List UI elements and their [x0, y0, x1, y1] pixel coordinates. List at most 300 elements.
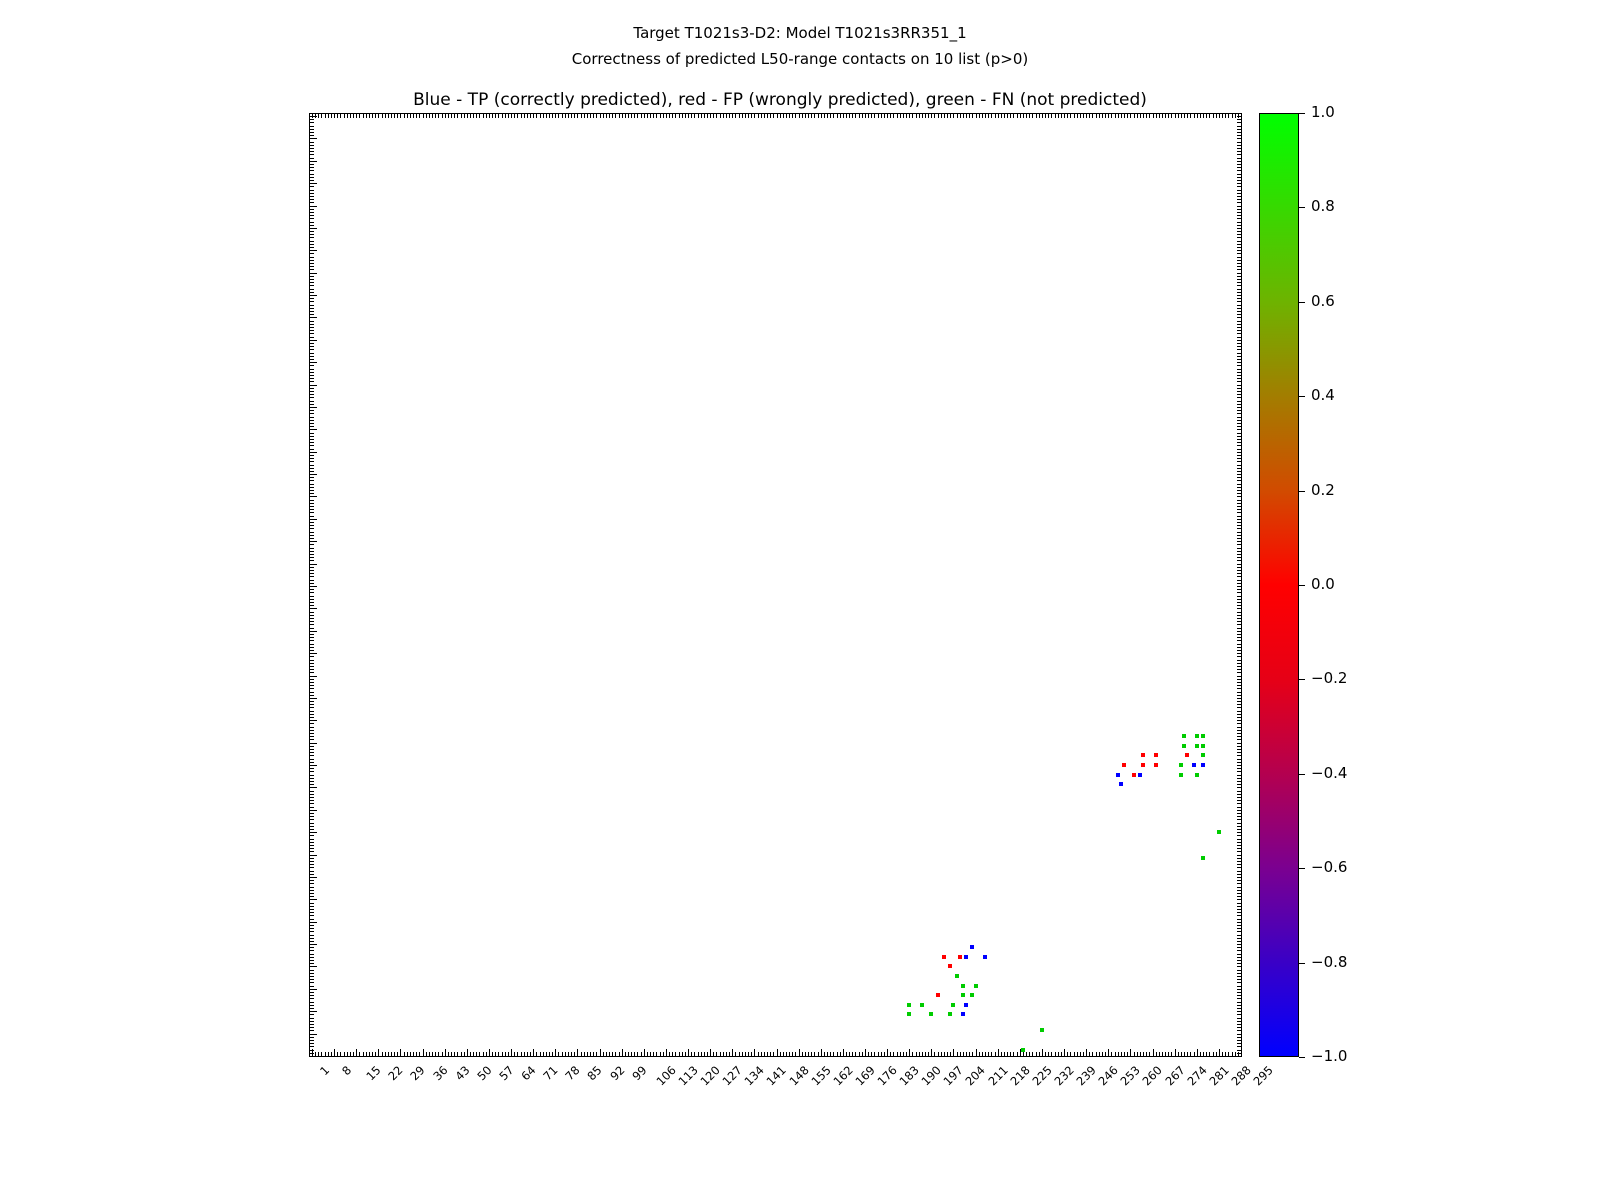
y-axis-tick: [310, 711, 314, 712]
x-axis-tick: [363, 1052, 364, 1056]
x-axis-tick: [890, 1052, 891, 1056]
y-axis-tick: [310, 356, 314, 357]
x-axis-tick: [720, 114, 721, 118]
y-axis-tick: [310, 442, 314, 443]
x-axis-tick: [849, 114, 850, 118]
x-axis-tick: [764, 1052, 765, 1056]
y-axis-tick: [1237, 538, 1241, 539]
y-axis-tick: [310, 717, 314, 718]
y-axis-tick: [1237, 445, 1241, 446]
x-axis-tick: [464, 114, 465, 118]
x-axis-tick: [1162, 1052, 1163, 1056]
x-axis-tick: [1070, 1052, 1071, 1056]
x-axis-tick: [1004, 114, 1005, 118]
x-axis-tick: [565, 114, 566, 118]
y-axis-tick: [310, 650, 314, 651]
y-axis-tick: [1237, 771, 1241, 772]
y-axis-tick: [310, 394, 314, 395]
y-axis-tick: [310, 576, 314, 577]
y-axis-major-tick: [310, 855, 317, 856]
x-axis-tick: [473, 114, 474, 118]
y-axis-tick: [1237, 1034, 1241, 1035]
x-axis-tick: [660, 114, 661, 118]
y-axis-tick: [1237, 739, 1241, 740]
x-axis-tick: [960, 114, 961, 118]
y-axis-tick: [310, 941, 314, 942]
contact-cell: [961, 1012, 965, 1016]
x-axis-tick: [824, 1052, 825, 1056]
y-axis-tick: [1237, 122, 1241, 123]
x-axis-tick: [795, 114, 796, 118]
x-axis-tick: [761, 114, 762, 118]
y-axis-tick: [1237, 692, 1241, 693]
y-axis-tick: [1237, 672, 1241, 673]
x-axis-tick: [369, 1052, 370, 1056]
y-axis-tick: [1237, 452, 1241, 453]
x-axis-tick: [941, 1052, 942, 1056]
x-axis-tick: [385, 1052, 386, 1056]
x-axis-tick: [533, 114, 534, 118]
x-axis-tick: [1228, 1052, 1229, 1056]
x-axis-tick: [928, 1052, 929, 1056]
x-axis-tick: [767, 1052, 768, 1056]
x-axis-tick: [966, 1052, 967, 1056]
x-axis-tick: [641, 1052, 642, 1056]
x-axis-tick: [653, 114, 654, 118]
y-axis-tick: [1237, 375, 1241, 376]
x-axis-major-tick: [1108, 1049, 1109, 1056]
y-axis-tick: [1237, 193, 1241, 194]
contact-cell: [970, 993, 974, 997]
x-axis-tick: [874, 1052, 875, 1056]
y-axis-tick: [1237, 915, 1241, 916]
x-axis-tick: [859, 1052, 860, 1056]
y-axis-tick: [1237, 461, 1241, 462]
y-axis-tick: [310, 1008, 314, 1009]
x-axis-tick: [1074, 1052, 1075, 1056]
y-axis-tick: [1237, 1046, 1241, 1047]
x-axis-tick: [1102, 1052, 1103, 1056]
x-axis-tick: [846, 114, 847, 118]
y-axis-tick: [1237, 301, 1241, 302]
y-axis-major-tick: [310, 183, 317, 184]
x-axis-tick: [562, 1052, 563, 1056]
contact-cell: [1141, 763, 1145, 767]
y-axis-tick: [310, 935, 314, 936]
y-axis-tick: [1237, 589, 1241, 590]
x-axis-tick: [944, 114, 945, 118]
x-axis-tick: [1115, 114, 1116, 118]
y-axis-tick: [1237, 832, 1241, 833]
x-axis-tick: [1039, 1052, 1040, 1056]
y-axis-tick: [1237, 276, 1241, 277]
y-axis-tick: [1237, 570, 1241, 571]
contact-cell: [1132, 773, 1136, 777]
contact-cell: [1138, 773, 1142, 777]
x-axis-tick-label: 281: [1206, 1063, 1232, 1089]
x-axis-tick: [1134, 114, 1135, 118]
y-axis-tick: [1237, 944, 1241, 945]
y-axis-tick: [1237, 349, 1241, 350]
y-axis-tick: [1237, 1005, 1241, 1006]
x-axis-tick: [773, 114, 774, 118]
y-axis-tick: [310, 1046, 314, 1047]
y-axis-tick: [1237, 608, 1241, 609]
x-axis-tick: [587, 1052, 588, 1056]
y-axis-tick: [310, 490, 314, 491]
x-axis-tick: [435, 1052, 436, 1056]
x-axis-tick: [748, 1052, 749, 1056]
y-axis-tick: [310, 548, 314, 549]
x-axis-major-tick: [777, 1049, 778, 1056]
colorbar-tick: [1299, 396, 1305, 397]
x-axis-tick: [1051, 1052, 1052, 1056]
y-axis-tick: [310, 612, 314, 613]
y-axis-major-tick: [310, 1011, 317, 1012]
y-axis-major-tick: [310, 653, 317, 654]
y-axis-tick: [1237, 819, 1241, 820]
y-axis-tick: [310, 487, 314, 488]
y-axis-tick: [1237, 621, 1241, 622]
y-axis-tick: [310, 599, 314, 600]
y-axis-tick: [1237, 353, 1241, 354]
y-axis-major-tick: [310, 250, 317, 251]
y-axis-tick: [1237, 912, 1241, 913]
x-axis-tick: [1159, 1052, 1160, 1056]
x-axis-tick: [786, 1052, 787, 1056]
x-axis-tick: [830, 114, 831, 118]
x-axis-tick: [435, 114, 436, 118]
y-axis-tick: [310, 263, 314, 264]
x-axis-tick: [1077, 1052, 1078, 1056]
x-axis-tick: [350, 114, 351, 118]
y-axis-tick: [1237, 458, 1241, 459]
y-axis-tick: [310, 305, 314, 306]
x-axis-tick: [1181, 1052, 1182, 1056]
y-axis-tick: [310, 324, 314, 325]
x-axis-tick: [852, 114, 853, 118]
x-axis-tick: [694, 1052, 695, 1056]
contact-cell: [1195, 773, 1199, 777]
y-axis-tick: [310, 778, 314, 779]
y-axis-tick: [310, 190, 314, 191]
x-axis-tick: [1143, 1052, 1144, 1056]
colorbar-tick: [1299, 774, 1305, 775]
y-axis-tick: [310, 906, 314, 907]
x-axis-tick: [874, 114, 875, 118]
y-axis-tick: [1237, 308, 1241, 309]
y-axis-tick: [1237, 781, 1241, 782]
x-axis-major-tick: [356, 1049, 357, 1056]
x-axis-tick-label: 246: [1095, 1063, 1122, 1089]
y-axis-tick: [310, 928, 314, 929]
y-axis-tick: [1237, 736, 1241, 737]
x-axis-tick: [862, 1052, 863, 1056]
y-axis-tick: [310, 420, 314, 421]
y-axis-tick: [310, 749, 314, 750]
x-axis-tick: [698, 1052, 699, 1056]
x-axis-tick: [701, 114, 702, 118]
x-axis-tick: [571, 114, 572, 118]
y-axis-tick: [310, 925, 314, 926]
y-axis-major-tick: [310, 765, 317, 766]
x-axis-tick: [432, 1052, 433, 1056]
x-axis-tick: [811, 114, 812, 118]
y-axis-tick: [310, 461, 314, 462]
x-axis-tick: [777, 114, 778, 118]
colorbar-tick-label: −0.2: [1311, 669, 1348, 688]
y-axis-tick: [1237, 759, 1241, 760]
x-axis-tick: [893, 114, 894, 118]
y-axis-tick: [1237, 813, 1241, 814]
x-axis-tick-label: 113: [675, 1063, 701, 1089]
y-axis-tick: [310, 605, 314, 606]
contact-cell: [1122, 763, 1126, 767]
x-axis-tick-label: 85: [584, 1063, 605, 1084]
y-axis-tick: [1237, 154, 1241, 155]
x-axis-tick: [375, 114, 376, 118]
y-axis-tick: [1237, 202, 1241, 203]
x-axis-tick: [675, 1052, 676, 1056]
y-axis-tick: [310, 202, 314, 203]
x-axis-tick: [517, 1052, 518, 1056]
x-axis-tick: [587, 114, 588, 118]
x-axis-tick: [985, 1052, 986, 1056]
x-axis-tick: [833, 1052, 834, 1056]
x-axis-tick: [1086, 114, 1087, 118]
y-axis-tick: [310, 733, 314, 734]
x-axis-tick: [729, 1052, 730, 1056]
x-axis-tick: [394, 1052, 395, 1056]
y-axis-tick: [310, 177, 314, 178]
y-axis-tick: [1237, 890, 1241, 891]
y-axis-tick: [1237, 394, 1241, 395]
y-axis-tick: [1237, 960, 1241, 961]
x-axis-tick: [723, 114, 724, 118]
y-axis-tick: [1237, 385, 1241, 386]
x-axis-tick: [1007, 1052, 1008, 1056]
y-axis-tick: [310, 164, 314, 165]
x-axis-tick: [859, 114, 860, 118]
y-axis-tick: [310, 560, 314, 561]
y-axis-tick: [310, 333, 314, 334]
y-axis-major-tick: [310, 161, 317, 162]
x-axis-major-tick: [577, 1049, 578, 1056]
x-axis-tick-label: 134: [741, 1063, 768, 1089]
y-axis-tick: [310, 279, 314, 280]
x-axis-tick: [615, 114, 616, 118]
x-axis-tick: [1001, 114, 1002, 118]
x-axis-tick: [596, 1052, 597, 1056]
y-axis-tick: [310, 353, 314, 354]
y-axis-tick: [1237, 327, 1241, 328]
y-axis-major-tick: [310, 385, 317, 386]
y-axis-major-tick: [310, 452, 317, 453]
y-axis-tick: [1237, 362, 1241, 363]
y-axis-tick: [310, 1027, 314, 1028]
x-axis-tick-label: 260: [1139, 1063, 1166, 1089]
y-axis-tick: [1237, 851, 1241, 852]
y-axis-tick: [310, 260, 314, 261]
x-axis-tick: [483, 114, 484, 118]
y-axis-tick: [1237, 861, 1241, 862]
x-axis-tick: [568, 1052, 569, 1056]
x-axis-tick: [388, 114, 389, 118]
contact-cell: [1141, 753, 1145, 757]
y-axis-tick: [1237, 723, 1241, 724]
x-axis-major-tick: [600, 1049, 601, 1056]
x-axis-tick: [464, 1052, 465, 1056]
x-axis-tick: [751, 1052, 752, 1056]
x-axis-tick: [562, 114, 563, 118]
y-axis-tick: [310, 212, 314, 213]
y-axis-tick: [310, 829, 314, 830]
x-axis-tick: [1064, 114, 1065, 118]
x-axis-tick: [1137, 1052, 1138, 1056]
x-axis-tick: [1026, 114, 1027, 118]
y-axis-major-tick: [310, 944, 317, 945]
x-axis-tick: [536, 114, 537, 118]
contact-map-plot[interactable]: [309, 113, 1242, 1057]
chart-title-block: [0, 22, 1600, 70]
x-axis-major-tick: [821, 1049, 822, 1056]
x-axis-tick: [830, 1052, 831, 1056]
x-axis-tick: [1209, 1052, 1210, 1056]
contact-cell: [951, 1003, 955, 1007]
y-axis-tick: [1237, 503, 1241, 504]
y-axis-tick: [310, 247, 314, 248]
y-axis-tick: [1237, 637, 1241, 638]
x-axis-tick: [606, 114, 607, 118]
y-axis-tick: [1237, 369, 1241, 370]
x-axis-tick: [865, 114, 866, 118]
x-axis-tick: [1194, 114, 1195, 118]
x-axis-tick: [1216, 1052, 1217, 1056]
y-axis-tick: [1237, 474, 1241, 475]
y-axis-major-tick: [310, 720, 317, 721]
y-axis-tick: [310, 433, 314, 434]
y-axis-tick: [1237, 413, 1241, 414]
x-axis-tick: [720, 1052, 721, 1056]
y-axis-tick: [1237, 839, 1241, 840]
y-axis-tick: [310, 864, 314, 865]
y-axis-tick: [310, 637, 314, 638]
y-axis-tick: [310, 621, 314, 622]
x-axis-tick: [321, 114, 322, 118]
x-axis-tick: [530, 114, 531, 118]
y-axis-tick: [310, 784, 314, 785]
chart-title-line1: Target T1021s3-D2: Model T1021s3RR351_1: [633, 24, 967, 42]
y-axis-tick: [1237, 404, 1241, 405]
y-axis-tick: [310, 861, 314, 862]
y-axis-tick: [1237, 829, 1241, 830]
y-axis-tick: [1237, 995, 1241, 996]
y-axis-tick: [310, 973, 314, 974]
y-axis-tick: [1237, 279, 1241, 280]
y-axis-tick: [310, 455, 314, 456]
y-axis-tick: [310, 186, 314, 187]
y-axis-tick: [310, 714, 314, 715]
x-axis-tick: [1143, 114, 1144, 118]
y-axis-tick: [1237, 196, 1241, 197]
x-axis-tick: [622, 114, 623, 118]
y-axis-tick: [310, 848, 314, 849]
x-axis-tick: [713, 1052, 714, 1056]
x-axis-tick: [963, 1052, 964, 1056]
x-axis-tick: [1067, 1052, 1068, 1056]
y-axis-tick: [1237, 177, 1241, 178]
y-axis-tick: [1237, 132, 1241, 133]
x-axis-tick: [947, 1052, 948, 1056]
contact-cell: [955, 974, 959, 978]
contact-cell: [1201, 734, 1205, 738]
x-axis-tick: [426, 114, 427, 118]
x-axis-tick: [429, 114, 430, 118]
contact-cell: [1201, 763, 1205, 767]
x-axis-tick: [957, 1052, 958, 1056]
x-axis-tick: [517, 114, 518, 118]
x-axis-tick: [540, 114, 541, 118]
x-axis-tick: [1092, 1052, 1093, 1056]
x-axis-tick: [1219, 114, 1220, 118]
y-axis-tick: [310, 644, 314, 645]
x-axis-major-tick: [644, 1049, 645, 1056]
x-axis-tick: [991, 114, 992, 118]
y-axis-tick: [1237, 490, 1241, 491]
y-axis-tick: [1237, 282, 1241, 283]
x-axis-tick: [451, 114, 452, 118]
x-axis-major-tick: [334, 1049, 335, 1056]
x-axis-tick: [331, 1052, 332, 1056]
y-axis-tick: [1237, 516, 1241, 517]
x-axis-tick: [565, 1052, 566, 1056]
y-axis-tick: [1237, 730, 1241, 731]
x-axis-tick: [1200, 114, 1201, 118]
colorbar-tick-label: −0.6: [1311, 858, 1348, 877]
x-axis-tick: [953, 114, 954, 118]
x-axis-tick: [707, 1052, 708, 1056]
y-axis-tick: [1237, 1030, 1241, 1031]
y-axis-tick: [1237, 669, 1241, 670]
x-axis-tick: [672, 1052, 673, 1056]
x-axis-major-tick: [1086, 1049, 1087, 1056]
x-axis-tick: [486, 114, 487, 118]
y-axis-tick: [310, 397, 314, 398]
y-axis-tick: [1237, 784, 1241, 785]
contact-cell: [1195, 734, 1199, 738]
x-axis-tick: [922, 1052, 923, 1056]
y-axis-tick: [310, 826, 314, 827]
x-axis-tick: [698, 114, 699, 118]
x-axis-tick: [979, 114, 980, 118]
x-axis-major-tick: [1175, 1049, 1176, 1056]
y-axis-tick: [1237, 733, 1241, 734]
y-axis-tick: [310, 544, 314, 545]
y-axis-tick: [310, 573, 314, 574]
y-axis-tick: [310, 372, 314, 373]
y-axis-tick: [310, 800, 314, 801]
x-axis-major-tick: [976, 1049, 977, 1056]
x-axis-tick: [1159, 114, 1160, 118]
x-axis-tick: [1168, 114, 1169, 118]
y-axis-tick: [1237, 269, 1241, 270]
y-axis-tick: [1237, 170, 1241, 171]
y-axis-tick: [310, 142, 314, 143]
y-axis-tick: [1237, 253, 1241, 254]
y-axis-tick: [310, 903, 314, 904]
x-axis-tick: [1206, 114, 1207, 118]
x-axis-tick: [1213, 1052, 1214, 1056]
